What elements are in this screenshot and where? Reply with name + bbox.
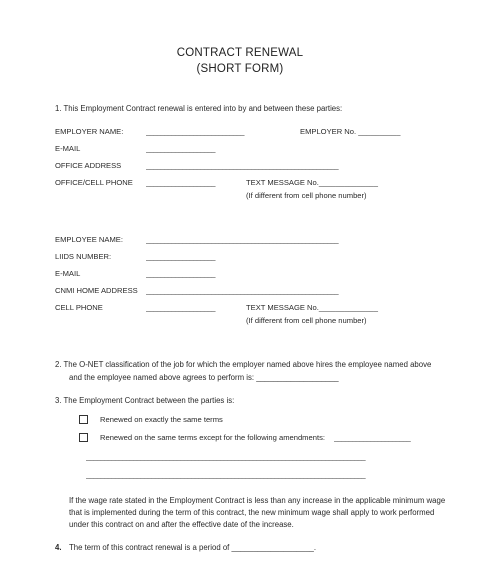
section-2-line-2[interactable]: and the employee named above agrees to perform is: ___________________ (69, 373, 339, 382)
amendments-checkbox[interactable] (79, 433, 88, 442)
office-phone-label: OFFICE/CELL PHONE (55, 178, 133, 187)
section-1-intro: 1. This Employment Contract renewal is entered into by and between these parties: (55, 104, 343, 113)
same-terms-label: Renewed on exactly the same terms (100, 415, 223, 424)
section-4-number: 4. (55, 543, 62, 552)
office-phone-field[interactable]: ___________________ (146, 178, 215, 187)
wage-clause-line-2: that is implemented during the term of this contract, the new minimum wage shall apply to work performed (69, 508, 435, 517)
cell-phone-label: CELL PHONE (55, 303, 103, 312)
section-2-line-1: 2. The O-NET classification of the job for which the employer named above hires the employee named above (55, 360, 432, 369)
liids-number-field[interactable]: ___________________ (146, 252, 215, 261)
employer-text-message-field[interactable]: TEXT MESSAGE No.______________ (246, 178, 378, 187)
wage-clause-line-3: under this contract on and after the effective date of the increase. (69, 520, 294, 529)
office-address-label: OFFICE ADDRESS (55, 161, 122, 170)
amendment-line-1[interactable]: _____________________________________________________________________________ (86, 452, 365, 461)
employer-name-label: EMPLOYER NAME: (55, 127, 124, 136)
cnmi-home-address-field[interactable]: _____________________________________________________ (146, 286, 339, 295)
amendment-line-2[interactable]: _____________________________________________________________________________ (86, 470, 365, 479)
liids-number-label: LIIDS NUMBER: (55, 252, 112, 261)
employer-email-label: E-MAIL (55, 144, 81, 153)
office-address-field[interactable]: _____________________________________________________ (146, 161, 339, 170)
wage-clause-line-1: If the wage rate stated in the Employment Contract is less than any increase in the applicable minimum wage (69, 496, 446, 505)
amendments-label: Renewed on the same terms except for the following amendments: (100, 433, 325, 442)
contract-term-field[interactable]: The term of this contract renewal is a period of ___________________. (69, 543, 317, 552)
employer-name-field[interactable]: ___________________________ (146, 127, 244, 136)
document-title: CONTRACT RENEWAL (176, 47, 304, 59)
employer-number-field[interactable]: EMPLOYER No. __________ (300, 127, 401, 136)
employee-name-label: EMPLOYEE NAME: (55, 235, 123, 244)
employee-text-message-note: (If different from cell phone number) (246, 316, 367, 325)
cnmi-home-address-label: CNMI HOME ADDRESS (55, 286, 138, 295)
section-3-intro: 3. The Employment Contract between the parties is: (55, 396, 235, 405)
same-terms-checkbox[interactable] (79, 415, 88, 424)
amendments-field[interactable]: _____________________ (334, 433, 411, 442)
employee-email-field[interactable]: ___________________ (146, 269, 215, 278)
document-subtitle: (SHORT FORM) (196, 63, 284, 75)
cell-phone-field[interactable]: ___________________ (146, 303, 215, 312)
employer-email-field[interactable]: ___________________ (146, 144, 215, 153)
employee-name-field[interactable]: _____________________________________________________ (146, 235, 339, 244)
employer-text-message-note: (If different from cell phone number) (246, 191, 367, 200)
employee-text-message-field[interactable]: TEXT MESSAGE No.______________ (246, 303, 378, 312)
employee-email-label: E-MAIL (55, 269, 81, 278)
